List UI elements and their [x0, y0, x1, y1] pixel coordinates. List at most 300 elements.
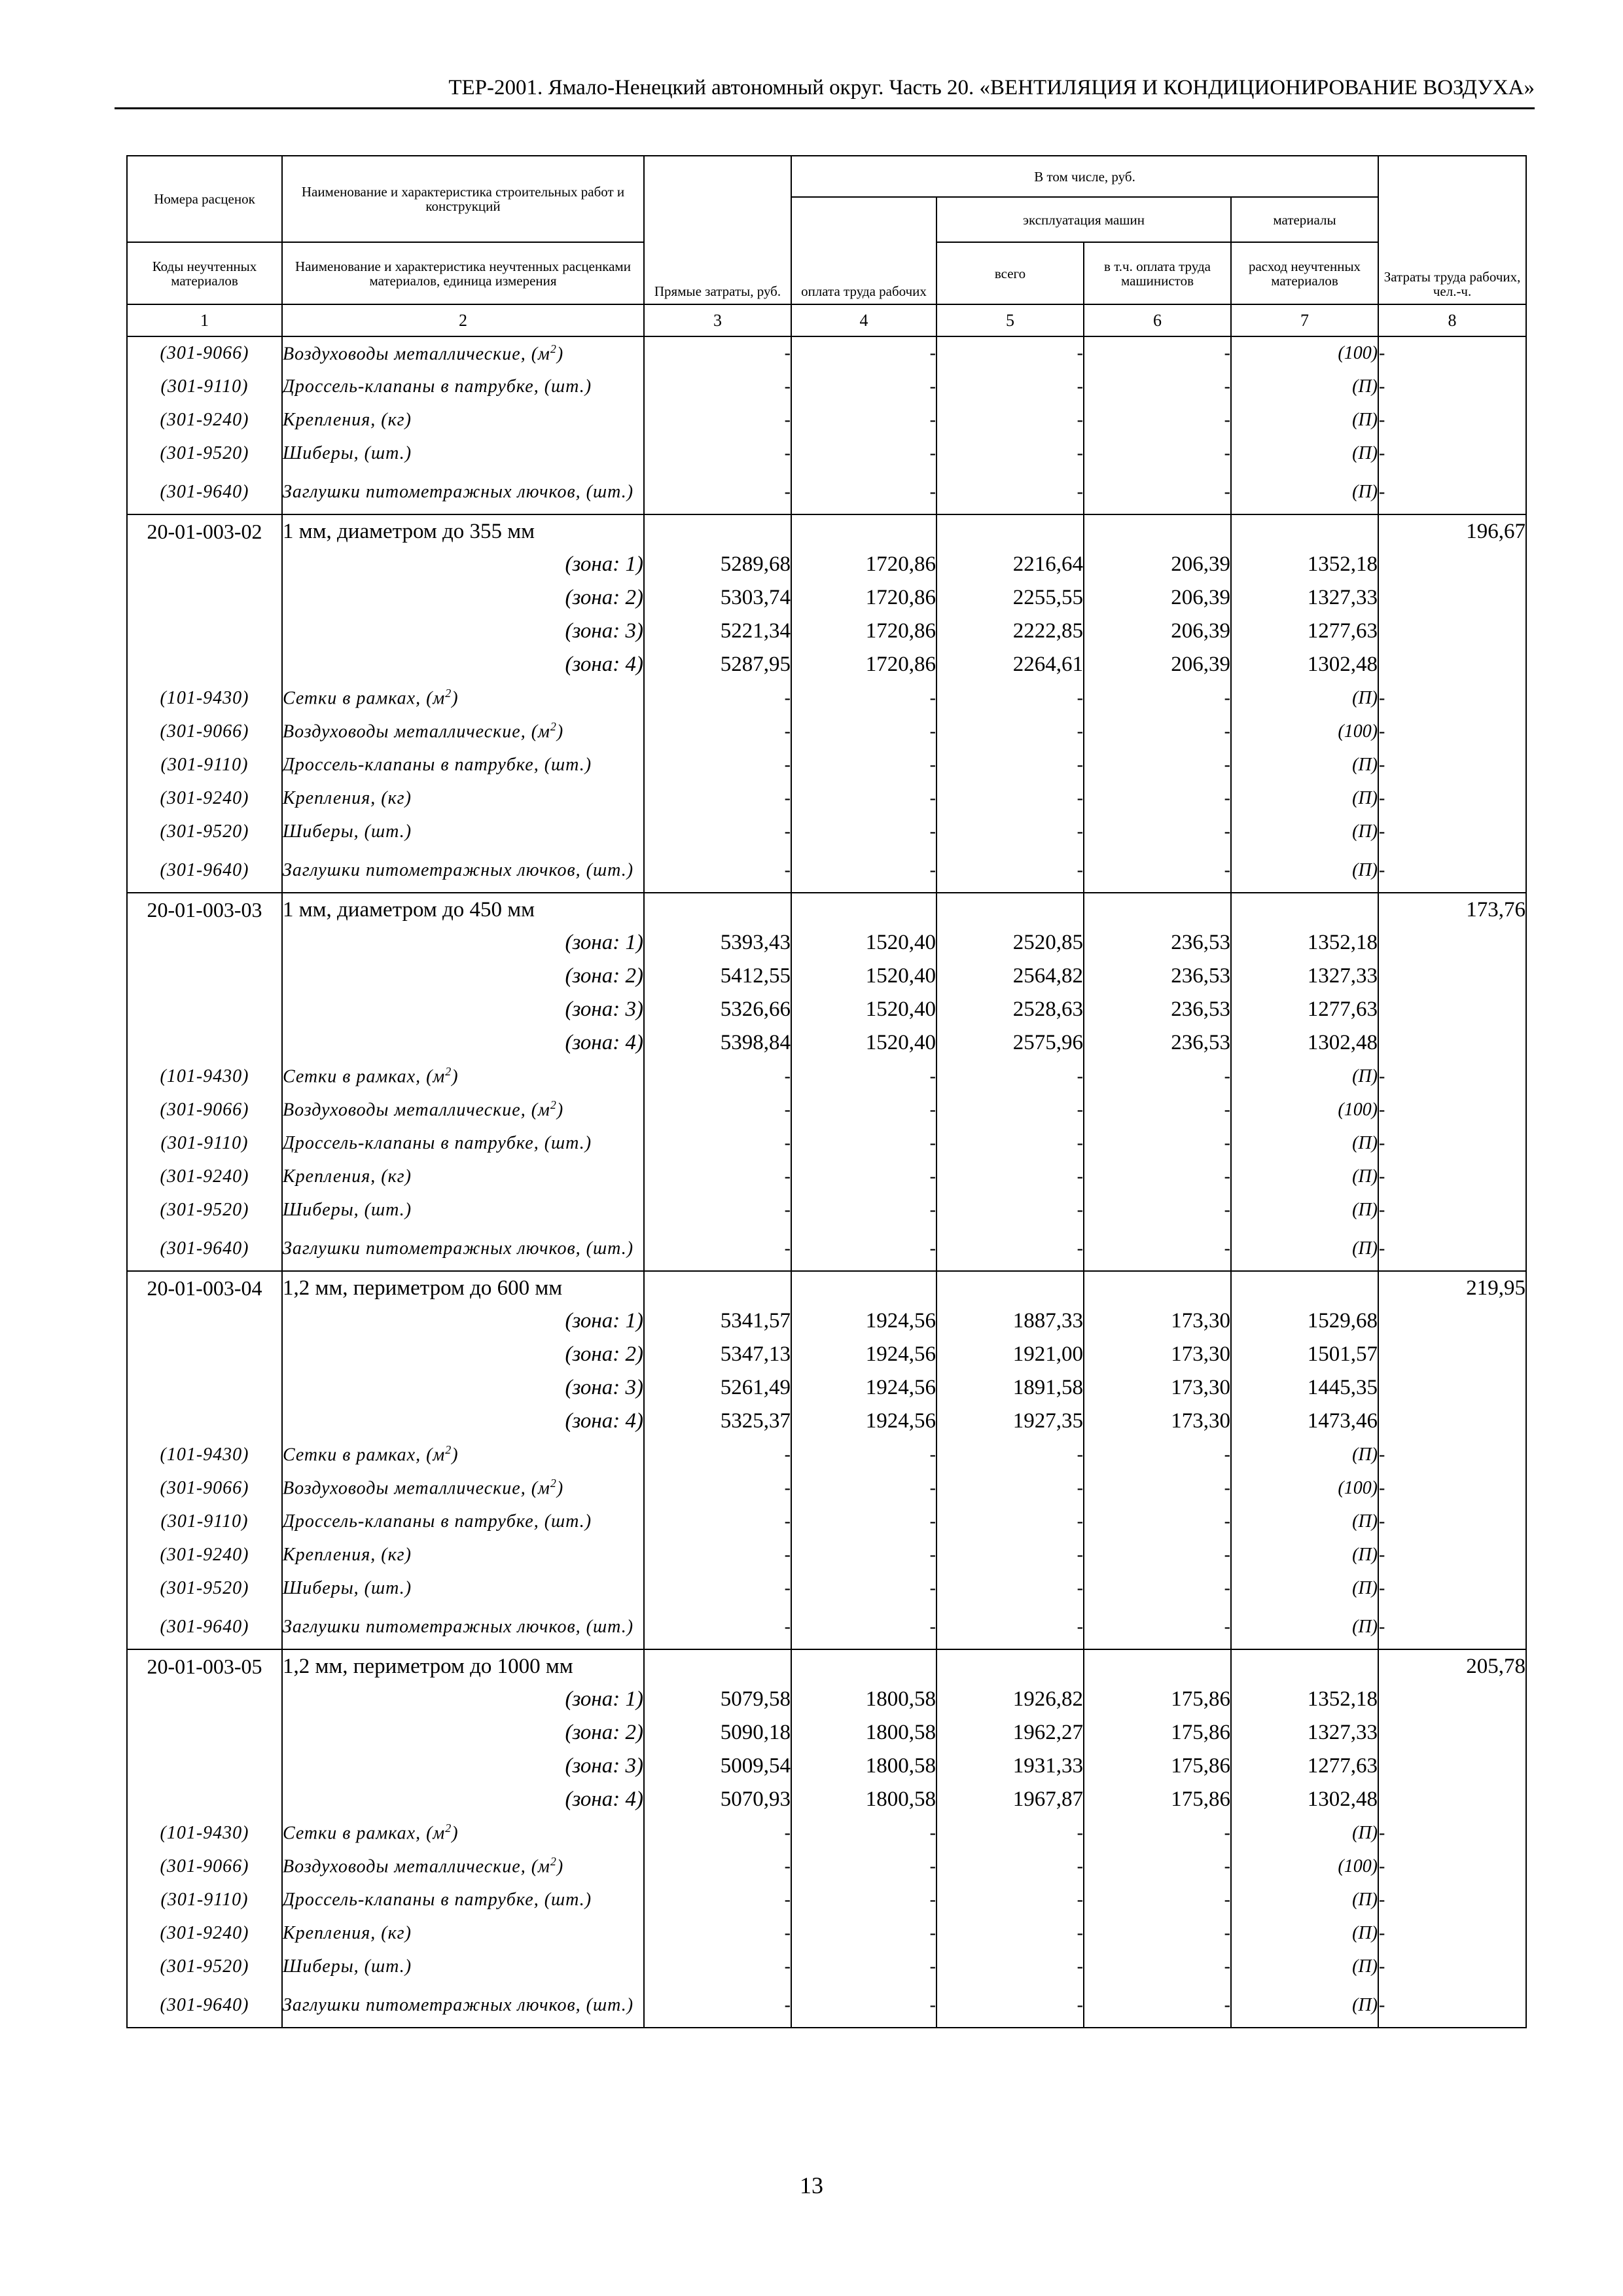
- empty-cell: [644, 1649, 791, 1683]
- direct-costs: 5412,55: [644, 960, 791, 993]
- direct-costs: 5221,34: [644, 615, 791, 648]
- material-consumption: (П): [1231, 1438, 1378, 1471]
- empty-value-dash: -: [644, 1850, 791, 1883]
- zone-label: (зона: 4): [282, 648, 644, 681]
- material-code: (301-9240): [127, 781, 282, 815]
- unit-close: ): [556, 1478, 564, 1499]
- operator-wages: 175,86: [1084, 1716, 1231, 1749]
- empty-value-dash: -: [791, 1538, 936, 1571]
- empty-value-dash: -: [1378, 781, 1526, 815]
- unit-close: ): [452, 1823, 459, 1844]
- empty-cell: [127, 1026, 282, 1060]
- material-name-text: Воздуховоды металлические, (м: [283, 1478, 550, 1499]
- material-name: [282, 1816, 644, 1850]
- material-name-text: Дроссель-клапаны в патрубке, (шт.): [283, 376, 592, 397]
- worker-wages: 1924,56: [791, 1371, 936, 1405]
- empty-value-dash: -: [1378, 1816, 1526, 1850]
- zone-label: (зона: 3): [282, 1749, 644, 1783]
- empty-cell: [127, 960, 282, 993]
- operator-wages: 236,53: [1084, 993, 1231, 1026]
- empty-value-dash: -: [1378, 1160, 1526, 1193]
- material-name-text: Сетки в рамках, (м: [283, 1444, 446, 1465]
- col-header-direct-costs: Прямые затраты, руб.: [644, 156, 791, 304]
- empty-cell: [127, 648, 282, 681]
- empty-value-dash: -: [644, 1505, 791, 1538]
- empty-value-dash: -: [936, 370, 1084, 403]
- material-consumption: (П): [1231, 1983, 1378, 2028]
- material-name: [282, 1060, 644, 1093]
- material-code: (301-9240): [127, 1160, 282, 1193]
- zone-row: [127, 1026, 1526, 1060]
- material-name-text: Шиберы, (шт.): [283, 1956, 412, 1977]
- material-name: [282, 336, 644, 370]
- empty-cell: [644, 1271, 791, 1304]
- empty-value-dash: -: [1084, 1983, 1231, 2028]
- empty-cell: [936, 514, 1084, 548]
- material-consumption: (П): [1231, 1193, 1378, 1227]
- empty-value-dash: -: [936, 1816, 1084, 1850]
- empty-value-dash: -: [791, 1883, 936, 1916]
- empty-value-dash: -: [1084, 748, 1231, 781]
- empty-value-dash: -: [791, 1060, 936, 1093]
- empty-value-dash: -: [936, 336, 1084, 370]
- empty-value-dash: -: [1378, 1983, 1526, 2028]
- zone-row: [127, 1683, 1526, 1716]
- empty-value-dash: -: [791, 1983, 936, 2028]
- unit-close: ): [452, 1066, 459, 1087]
- empty-value-dash: -: [936, 403, 1084, 437]
- material-code: (101-9430): [127, 1816, 282, 1850]
- empty-value-dash: -: [791, 715, 936, 748]
- zone-label: (зона: 2): [282, 1338, 644, 1371]
- worker-wages: 1720,86: [791, 615, 936, 648]
- empty-cell: [936, 1271, 1084, 1304]
- worker-wages: 1520,40: [791, 993, 936, 1026]
- empty-cell: [1084, 514, 1231, 548]
- empty-value-dash: -: [1378, 1883, 1526, 1916]
- materials-cost: 1277,63: [1231, 1749, 1378, 1783]
- zone-row: [127, 1783, 1526, 1816]
- zone-label: (зона: 4): [282, 1405, 644, 1438]
- material-name-text: Заглушки питометражных лючков, (шт.): [283, 1238, 634, 1259]
- material-row: [127, 781, 1526, 815]
- empty-value-dash: -: [936, 1571, 1084, 1605]
- unit-close: ): [556, 1856, 564, 1877]
- empty-value-dash: -: [936, 470, 1084, 514]
- operator-wages: 206,39: [1084, 548, 1231, 581]
- material-row: [127, 1126, 1526, 1160]
- empty-cell: [127, 993, 282, 1026]
- empty-value-dash: -: [791, 1093, 936, 1126]
- material-consumption: (П): [1231, 1227, 1378, 1271]
- direct-costs: 5325,37: [644, 1405, 791, 1438]
- empty-value-dash: -: [791, 1471, 936, 1505]
- empty-value-dash: -: [791, 815, 936, 848]
- empty-cell: [1378, 615, 1526, 648]
- material-name: [282, 781, 644, 815]
- column-number: 1: [127, 304, 282, 336]
- material-consumption: (П): [1231, 1605, 1378, 1649]
- material-name: [282, 748, 644, 781]
- machines-total: 1887,33: [936, 1304, 1084, 1338]
- material-consumption: (П): [1231, 1538, 1378, 1571]
- empty-cell: [1231, 893, 1378, 926]
- empty-value-dash: -: [1378, 403, 1526, 437]
- material-name-text: Воздуховоды металлические, (м: [283, 721, 550, 742]
- material-code: (301-9110): [127, 1883, 282, 1916]
- operator-wages: 173,30: [1084, 1304, 1231, 1338]
- material-name-text: Воздуховоды металлические, (м: [283, 1856, 550, 1877]
- empty-value-dash: -: [644, 1060, 791, 1093]
- machines-total: 1926,82: [936, 1683, 1084, 1716]
- machines-total: 2575,96: [936, 1026, 1084, 1060]
- empty-cell: [1378, 1304, 1526, 1338]
- material-name-text: Шиберы, (шт.): [283, 821, 412, 842]
- empty-value-dash: -: [644, 336, 791, 370]
- empty-value-dash: -: [791, 370, 936, 403]
- material-name: [282, 1227, 644, 1271]
- empty-value-dash: -: [791, 748, 936, 781]
- material-name: [282, 1538, 644, 1571]
- materials-cost: 1529,68: [1231, 1304, 1378, 1338]
- col-header-worker-wages: оплата труда рабочих: [791, 197, 936, 304]
- empty-cell: [644, 893, 791, 926]
- material-name-text: Крепления, (кг): [283, 1544, 412, 1565]
- zone-row: [127, 548, 1526, 581]
- empty-value-dash: -: [1084, 1438, 1231, 1471]
- material-name-text: Сетки в рамках, (м: [283, 1066, 446, 1087]
- machines-total: 1967,87: [936, 1783, 1084, 1816]
- zone-label: (зона: 1): [282, 926, 644, 960]
- material-row: [127, 1983, 1526, 2028]
- empty-value-dash: -: [644, 1605, 791, 1649]
- material-row: [127, 336, 1526, 370]
- empty-value-dash: -: [791, 437, 936, 470]
- material-code: (301-9240): [127, 403, 282, 437]
- empty-value-dash: -: [644, 1816, 791, 1850]
- empty-value-dash: -: [791, 1227, 936, 1271]
- empty-cell: [1378, 1716, 1526, 1749]
- material-consumption: (П): [1231, 1160, 1378, 1193]
- empty-value-dash: -: [1084, 1883, 1231, 1916]
- zone-row: [127, 993, 1526, 1026]
- direct-costs: 5090,18: [644, 1716, 791, 1749]
- column-number: 2: [282, 304, 644, 336]
- empty-value-dash: -: [644, 1538, 791, 1571]
- material-row: [127, 1160, 1526, 1193]
- material-row: [127, 1538, 1526, 1571]
- empty-value-dash: -: [936, 1916, 1084, 1950]
- empty-value-dash: -: [644, 470, 791, 514]
- empty-cell: [1084, 1271, 1231, 1304]
- empty-value-dash: -: [1378, 748, 1526, 781]
- empty-value-dash: -: [644, 437, 791, 470]
- material-name-text: Крепления, (кг): [283, 409, 412, 430]
- machines-total: 2564,82: [936, 960, 1084, 993]
- empty-value-dash: -: [1084, 403, 1231, 437]
- material-name-text: Заглушки питометражных лючков, (шт.): [283, 1616, 634, 1637]
- col-header-including: В том числе, руб.: [791, 156, 1378, 197]
- material-row: [127, 1471, 1526, 1505]
- empty-cell: [1378, 1405, 1526, 1438]
- empty-value-dash: -: [1378, 437, 1526, 470]
- material-consumption: (П): [1231, 403, 1378, 437]
- material-row: [127, 715, 1526, 748]
- empty-value-dash: -: [791, 681, 936, 715]
- empty-cell: [127, 1749, 282, 1783]
- empty-cell: [1378, 960, 1526, 993]
- empty-cell: [127, 615, 282, 648]
- material-name-text: Дроссель-клапаны в патрубке, (шт.): [283, 1132, 592, 1153]
- empty-value-dash: -: [936, 1983, 1084, 2028]
- work-name: 1 мм, диаметром до 355 мм: [282, 514, 644, 548]
- material-name: [282, 1471, 644, 1505]
- material-code: (301-9520): [127, 1950, 282, 1983]
- empty-value-dash: -: [644, 1983, 791, 2028]
- material-name: [282, 715, 644, 748]
- empty-cell: [127, 581, 282, 615]
- empty-value-dash: -: [791, 336, 936, 370]
- empty-value-dash: -: [791, 1605, 936, 1649]
- work-name: 1,2 мм, периметром до 1000 мм: [282, 1649, 644, 1683]
- material-name: [282, 1883, 644, 1916]
- material-name: [282, 1193, 644, 1227]
- operator-wages: 173,30: [1084, 1338, 1231, 1371]
- materials-cost: 1352,18: [1231, 1683, 1378, 1716]
- page-number: 13: [800, 2172, 823, 2198]
- material-consumption: (П): [1231, 1126, 1378, 1160]
- material-name-text: Шиберы, (шт.): [283, 442, 412, 463]
- materials-cost: 1327,33: [1231, 581, 1378, 615]
- empty-value-dash: -: [1084, 336, 1231, 370]
- machines-total: 2520,85: [936, 926, 1084, 960]
- empty-value-dash: -: [791, 1193, 936, 1227]
- empty-value-dash: -: [1084, 815, 1231, 848]
- material-code: (101-9430): [127, 1438, 282, 1471]
- material-name: [282, 1605, 644, 1649]
- material-code: (301-9240): [127, 1538, 282, 1571]
- zone-label: (зона: 2): [282, 1716, 644, 1749]
- unit-exponent: 2: [445, 687, 452, 700]
- empty-value-dash: -: [791, 1438, 936, 1471]
- col-header-material-codes: Коды неучтенных материалов: [127, 242, 282, 304]
- machines-total: 2216,64: [936, 548, 1084, 581]
- rate-code: 20-01-003-04: [127, 1271, 282, 1304]
- empty-cell: [1084, 893, 1231, 926]
- empty-cell: [1378, 1026, 1526, 1060]
- material-row: [127, 1505, 1526, 1538]
- material-code: (301-9066): [127, 336, 282, 370]
- unit-exponent: 2: [550, 1855, 557, 1869]
- materials-cost: 1277,63: [1231, 993, 1378, 1026]
- empty-value-dash: -: [936, 748, 1084, 781]
- operator-wages: 173,30: [1084, 1371, 1231, 1405]
- page-header: ТЕР-2001. Ямало-Ненецкий автономный округ. Часть 20. «ВЕНТИЛЯЦИЯ И КОНДИЦИОНИРОВАНИЕ ВОЗДУХА»: [115, 72, 1535, 109]
- material-name-text: Шиберы, (шт.): [283, 1199, 412, 1220]
- empty-cell: [127, 1783, 282, 1816]
- material-row: [127, 815, 1526, 848]
- materials-cost: 1352,18: [1231, 548, 1378, 581]
- material-consumption: (П): [1231, 1571, 1378, 1605]
- empty-cell: [127, 1405, 282, 1438]
- empty-value-dash: -: [1378, 1505, 1526, 1538]
- direct-costs: 5009,54: [644, 1749, 791, 1783]
- machines-total: 1927,35: [936, 1405, 1084, 1438]
- material-consumption: (100): [1231, 1093, 1378, 1126]
- material-code: (301-9640): [127, 470, 282, 514]
- empty-value-dash: -: [936, 1093, 1084, 1126]
- material-row: [127, 1605, 1526, 1649]
- rate-row: [127, 1649, 1526, 1683]
- material-name: [282, 1950, 644, 1983]
- empty-cell: [644, 514, 791, 548]
- empty-value-dash: -: [936, 1883, 1084, 1916]
- worker-wages: 1800,58: [791, 1749, 936, 1783]
- material-consumption: (П): [1231, 748, 1378, 781]
- zone-label: (зона: 1): [282, 1683, 644, 1716]
- zone-label: (зона: 3): [282, 993, 644, 1026]
- worker-wages: 1924,56: [791, 1405, 936, 1438]
- empty-value-dash: -: [1084, 1538, 1231, 1571]
- empty-cell: [127, 1683, 282, 1716]
- material-row: [127, 1883, 1526, 1916]
- work-name: 1 мм, диаметром до 450 мм: [282, 893, 644, 926]
- empty-value-dash: -: [791, 781, 936, 815]
- col-header-labor-costs: Затраты труда рабочих, чел.-ч.: [1378, 156, 1526, 304]
- direct-costs: 5303,74: [644, 581, 791, 615]
- machines-total: 1891,58: [936, 1371, 1084, 1405]
- empty-value-dash: -: [644, 1126, 791, 1160]
- empty-value-dash: -: [1378, 1471, 1526, 1505]
- materials-cost: 1327,33: [1231, 960, 1378, 993]
- empty-value-dash: -: [791, 1950, 936, 1983]
- empty-value-dash: -: [1084, 1505, 1231, 1538]
- zone-label: (зона: 4): [282, 1783, 644, 1816]
- material-row: [127, 1950, 1526, 1983]
- empty-value-dash: -: [936, 1160, 1084, 1193]
- empty-value-dash: -: [644, 1193, 791, 1227]
- labor-costs: 173,76: [1378, 893, 1526, 926]
- zone-row: [127, 581, 1526, 615]
- empty-value-dash: -: [1084, 1193, 1231, 1227]
- material-consumption: (П): [1231, 815, 1378, 848]
- unit-exponent: 2: [445, 1065, 452, 1079]
- materials-cost: 1302,48: [1231, 1783, 1378, 1816]
- empty-value-dash: -: [1378, 370, 1526, 403]
- empty-cell: [1378, 1749, 1526, 1783]
- empty-value-dash: -: [936, 715, 1084, 748]
- direct-costs: 5287,95: [644, 648, 791, 681]
- rate-code: 20-01-003-05: [127, 1649, 282, 1683]
- empty-value-dash: -: [644, 681, 791, 715]
- material-consumption: (100): [1231, 336, 1378, 370]
- empty-value-dash: -: [1084, 370, 1231, 403]
- unit-close: ): [556, 1100, 564, 1121]
- machines-total: 1931,33: [936, 1749, 1084, 1783]
- empty-value-dash: -: [644, 848, 791, 893]
- zone-row: [127, 1749, 1526, 1783]
- empty-value-dash: -: [644, 1160, 791, 1193]
- col-header-material-names: Наименование и характеристика неучтенных расценками материалов, единица измерения: [282, 242, 644, 304]
- col-header-material-consumption: расход неучтенных материалов: [1231, 242, 1378, 304]
- empty-value-dash: -: [1084, 437, 1231, 470]
- unit-close: ): [452, 688, 459, 709]
- empty-value-dash: -: [936, 1850, 1084, 1883]
- empty-cell: [791, 514, 936, 548]
- zone-label: (зона: 1): [282, 548, 644, 581]
- empty-cell: [1231, 514, 1378, 548]
- zone-label: (зона: 2): [282, 581, 644, 615]
- empty-value-dash: -: [936, 848, 1084, 893]
- material-consumption: (П): [1231, 1060, 1378, 1093]
- material-consumption: (П): [1231, 1950, 1378, 1983]
- worker-wages: 1720,86: [791, 648, 936, 681]
- material-name: [282, 1983, 644, 2028]
- empty-value-dash: -: [1084, 1950, 1231, 1983]
- empty-value-dash: -: [1378, 1916, 1526, 1950]
- material-row: [127, 470, 1526, 514]
- col-header-machines: эксплуатация машин: [936, 197, 1231, 242]
- material-name-text: Дроссель-клапаны в патрубке, (шт.): [283, 754, 592, 775]
- zone-row: [127, 1405, 1526, 1438]
- material-consumption: (П): [1231, 1505, 1378, 1538]
- operator-wages: 175,86: [1084, 1783, 1231, 1816]
- empty-value-dash: -: [1378, 815, 1526, 848]
- zone-row: [127, 648, 1526, 681]
- zone-row: [127, 615, 1526, 648]
- empty-value-dash: -: [1378, 1571, 1526, 1605]
- empty-value-dash: -: [1378, 681, 1526, 715]
- empty-cell: [127, 548, 282, 581]
- empty-value-dash: -: [791, 1850, 936, 1883]
- empty-cell: [127, 926, 282, 960]
- empty-cell: [1378, 993, 1526, 1026]
- empty-cell: [791, 893, 936, 926]
- empty-value-dash: -: [1084, 1916, 1231, 1950]
- col-header-operator-wages: в т.ч. оплата труда машинистов: [1084, 242, 1231, 304]
- material-consumption: (П): [1231, 470, 1378, 514]
- empty-value-dash: -: [644, 1883, 791, 1916]
- empty-value-dash: -: [1378, 1850, 1526, 1883]
- material-name: [282, 815, 644, 848]
- material-code: (101-9430): [127, 1060, 282, 1093]
- empty-value-dash: -: [1378, 715, 1526, 748]
- material-consumption: (П): [1231, 681, 1378, 715]
- operator-wages: 236,53: [1084, 960, 1231, 993]
- material-row: [127, 681, 1526, 715]
- column-number: 8: [1378, 304, 1526, 336]
- empty-value-dash: -: [1084, 1816, 1231, 1850]
- worker-wages: 1720,86: [791, 581, 936, 615]
- materials-cost: 1501,57: [1231, 1338, 1378, 1371]
- empty-value-dash: -: [1378, 470, 1526, 514]
- empty-cell: [1378, 1783, 1526, 1816]
- empty-value-dash: -: [791, 848, 936, 893]
- material-name-text: Крепления, (кг): [283, 1922, 412, 1943]
- empty-value-dash: -: [1378, 336, 1526, 370]
- empty-cell: [127, 1304, 282, 1338]
- material-code: (301-9520): [127, 1571, 282, 1605]
- direct-costs: 5326,66: [644, 993, 791, 1026]
- rate-row: [127, 1271, 1526, 1304]
- material-code: (301-9640): [127, 1227, 282, 1271]
- material-code: (301-9066): [127, 1471, 282, 1505]
- material-name-text: Воздуховоды металлические, (м: [283, 344, 550, 365]
- material-row: [127, 1227, 1526, 1271]
- operator-wages: 236,53: [1084, 926, 1231, 960]
- direct-costs: 5289,68: [644, 548, 791, 581]
- operator-wages: 175,86: [1084, 1683, 1231, 1716]
